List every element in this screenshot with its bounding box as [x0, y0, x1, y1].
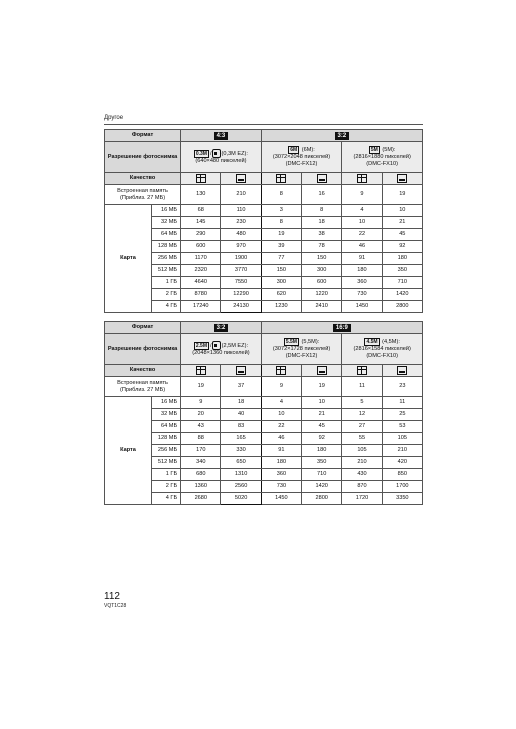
card-size: 256 МБ: [152, 253, 181, 265]
capacity-cell: 1700: [382, 481, 422, 493]
standard-quality-icon: [317, 174, 327, 183]
capacity-cell: 39: [261, 241, 301, 253]
resolution-pixels: (3072×2048 пикселей): [272, 154, 331, 161]
ratio-badge: 16:9: [333, 324, 351, 332]
card-size: 512 МБ: [152, 265, 181, 277]
ratio-badge: 3:2: [214, 324, 229, 332]
capacity-cell: 230: [221, 217, 261, 229]
card-size: 1 ГБ: [152, 469, 181, 481]
resolution-cell: [261, 334, 342, 365]
page-number: 112: [104, 591, 120, 602]
capacity-cell: 970: [221, 241, 261, 253]
capacity-cell: 24130: [221, 301, 261, 313]
quality-cell: [342, 365, 382, 377]
capacity-cell: 1310: [221, 469, 261, 481]
capacity-cell: 12290: [221, 289, 261, 301]
standard-quality-icon: [397, 174, 407, 183]
capacity-cell: 2560: [221, 481, 261, 493]
ratio-badge: 4:3: [214, 132, 229, 140]
table-row: [105, 421, 423, 433]
internal-memory-approx: (Приблиз. 27 МБ): [120, 194, 166, 201]
capacity-cell: 870: [342, 481, 382, 493]
internal-memory-title: Встроенная память: [117, 379, 168, 386]
capacity-cell: 650: [221, 457, 261, 469]
capacity-cell: 180: [382, 253, 422, 265]
card-size: 32 МБ: [152, 409, 181, 421]
capacity-cell: 23: [382, 377, 422, 397]
card-size: 16 МБ: [152, 205, 181, 217]
quality-cell: [342, 173, 382, 185]
capacity-cell: 130: [181, 185, 221, 205]
card-size: 64 МБ: [152, 421, 181, 433]
internal-memory-approx: (Приблиз. 27 МБ): [120, 386, 166, 393]
capacity-cell: 1360: [181, 481, 221, 493]
card-size: 2 ГБ: [152, 289, 181, 301]
table-row: [105, 469, 423, 481]
capacity-cell: 180: [342, 265, 382, 277]
internal-memory-row: [105, 185, 423, 205]
capacity-cell: 710: [382, 277, 422, 289]
capacity-cell: 150: [261, 265, 301, 277]
capacity-cell: 21: [302, 409, 342, 421]
capacity-cell: 730: [342, 289, 382, 301]
capacity-cell: 300: [261, 277, 301, 289]
table-row: [105, 493, 423, 505]
capacity-cell: 165: [221, 433, 261, 445]
capacity-cell: 38: [302, 229, 342, 241]
capacity-cell: 22: [261, 421, 301, 433]
table-row: [105, 433, 423, 445]
table-row: [105, 457, 423, 469]
capacity-cell: 17240: [181, 301, 221, 313]
quality-row: [105, 173, 423, 185]
capacity-cell: 19: [181, 377, 221, 397]
table-row: [105, 409, 423, 421]
capacity-cell: 91: [261, 445, 301, 457]
model-label: (DMC-FX10): [366, 353, 399, 359]
document-code: VQT1C28: [104, 603, 127, 609]
capacity-cell: 8: [261, 185, 301, 205]
capacity-cell: 150: [302, 253, 342, 265]
fine-quality-icon: [357, 174, 367, 183]
capacity-cell: 55: [342, 433, 382, 445]
capacity-cell: 105: [382, 433, 422, 445]
quality-cell: [302, 365, 342, 377]
resolution-pixels: (640×480 пикселей): [195, 158, 247, 164]
capacity-cell: 1450: [261, 493, 301, 505]
capacity-cell: 11: [342, 377, 382, 397]
capacity-cell: 5: [342, 397, 382, 409]
card-size: 4 ГБ: [152, 493, 181, 505]
standard-quality-icon: [236, 174, 246, 183]
resolution-label: Разрешение фотоснимка: [105, 142, 181, 173]
ratio-cell: [181, 322, 262, 334]
quality-cell: [302, 173, 342, 185]
resolution-text: (5,5M):: [301, 339, 320, 346]
resolution-text: (5M):: [382, 147, 396, 154]
capacity-cell: 330: [221, 445, 261, 457]
table-row: [105, 205, 423, 217]
capacity-cell: 210: [221, 185, 261, 205]
capacity-cell: 68: [181, 205, 221, 217]
resolution-cell: [342, 334, 423, 365]
capacity-cell: 21: [382, 217, 422, 229]
resolution-cell: 0.3M / (0,3M EZ): (640×480 пикселей): [181, 142, 262, 173]
quality-cell: [181, 365, 221, 377]
capacity-cell: 8780: [181, 289, 221, 301]
quality-cell: [261, 173, 301, 185]
resolution-cell: [342, 142, 423, 173]
capacity-cell: 290: [181, 229, 221, 241]
capacity-cell: 3350: [382, 493, 422, 505]
capacity-cell: 730: [261, 481, 301, 493]
capacity-cell: 360: [342, 277, 382, 289]
capacity-cell: 8: [261, 217, 301, 229]
quality-cell: [221, 173, 261, 185]
card-rows: [105, 205, 423, 313]
capacity-cell: 22: [342, 229, 382, 241]
capacity-cell: 18: [221, 397, 261, 409]
card-size: 512 МБ: [152, 457, 181, 469]
capacity-cell: 3770: [221, 265, 261, 277]
standard-quality-icon: [397, 366, 407, 375]
capacity-cell: 170: [181, 445, 221, 457]
capacity-cell: 10: [261, 409, 301, 421]
internal-memory-label: [105, 185, 181, 205]
capacity-cell: 145: [181, 217, 221, 229]
card-size: 256 МБ: [152, 445, 181, 457]
resolution-cell: 2.5M / (2,5M EZ): (2048×1360 пикселей): [181, 334, 262, 365]
standard-quality-icon: [317, 366, 327, 375]
card-size: 32 МБ: [152, 217, 181, 229]
table-row: [105, 445, 423, 457]
capacity-cell: 10: [302, 397, 342, 409]
standard-quality-icon: [236, 366, 246, 375]
capacity-cell: 92: [302, 433, 342, 445]
model-label: (DMC-FX10): [366, 161, 398, 167]
fine-quality-icon: [196, 174, 206, 183]
capacity-cell: 10: [342, 217, 382, 229]
resolution-icon: 2.5M: [195, 342, 208, 349]
internal-memory-row: [105, 377, 423, 397]
extended-zoom-icon: [212, 341, 221, 350]
format-label: Формат: [105, 322, 181, 334]
card-rows: [105, 397, 423, 505]
card-size: 1 ГБ: [152, 277, 181, 289]
table-row: [105, 397, 423, 409]
card-label: Карта: [105, 397, 152, 505]
card-size: 2 ГБ: [152, 481, 181, 493]
table-row: [105, 301, 423, 313]
section-label: Другое: [104, 115, 124, 121]
capacity-cell: 110: [221, 205, 261, 217]
capacity-cell: 45: [302, 421, 342, 433]
capacity-cell: 1230: [261, 301, 301, 313]
format-label: Формат: [105, 130, 181, 142]
quality-row: [105, 365, 423, 377]
capacity-cell: 480: [221, 229, 261, 241]
capacity-cell: 300: [302, 265, 342, 277]
capacity-cell: 43: [181, 421, 221, 433]
capacity-cell: 620: [261, 289, 301, 301]
resolution-pixels: (2048×1360 пикселей): [192, 350, 250, 356]
resolution-row: [105, 142, 423, 173]
ratio-badge: 3:2: [335, 132, 350, 140]
capacity-cell: 210: [342, 457, 382, 469]
resolution-row: [105, 334, 423, 365]
capacity-cell: 1220: [302, 289, 342, 301]
resolution-text: (2,5M EZ):: [221, 342, 248, 349]
capacity-cell: 7550: [221, 277, 261, 289]
capacity-cell: 19: [302, 377, 342, 397]
capacity-cell: 350: [382, 265, 422, 277]
capacity-cell: 710: [302, 469, 342, 481]
capacity-cell: 600: [181, 241, 221, 253]
capacity-cell: 78: [302, 241, 342, 253]
capacity-cell: 53: [382, 421, 422, 433]
table-row: [105, 229, 423, 241]
capacity-cell: 92: [382, 241, 422, 253]
card-size: 4 ГБ: [152, 301, 181, 313]
capacity-cell: 37: [221, 377, 261, 397]
resolution-icon: 6M: [290, 147, 298, 154]
quality-label: Качество: [105, 365, 181, 377]
resolution-text: (4,5M):: [382, 339, 400, 346]
resolution-icon: 5.5M: [285, 339, 297, 346]
quality-cell: [382, 173, 422, 185]
capacity-cell: 46: [261, 433, 301, 445]
capacity-cell: 9: [181, 397, 221, 409]
resolution-text: (6M):: [301, 147, 315, 154]
capacity-cell: 105: [342, 445, 382, 457]
table-row: [105, 277, 423, 289]
model-label: (DMC-FX12): [285, 161, 318, 167]
capacity-cell: 77: [261, 253, 301, 265]
format-row: [105, 130, 423, 142]
table-row: [105, 253, 423, 265]
ratio-cell: [261, 322, 422, 334]
card-size: 128 МБ: [152, 241, 181, 253]
card-size: 64 МБ: [152, 229, 181, 241]
resolution-icon: 5M: [370, 147, 378, 154]
capacity-cell: 180: [261, 457, 301, 469]
capacity-cell: 46: [342, 241, 382, 253]
capacity-cell: 4: [342, 205, 382, 217]
capacity-cell: 11: [382, 397, 422, 409]
capacity-cell: 4640: [181, 277, 221, 289]
resolution-label: Разрешение фотоснимка: [105, 334, 181, 365]
capacity-cell: 27: [342, 421, 382, 433]
resolution-cell: [261, 142, 342, 173]
internal-memory-label: [105, 377, 181, 397]
capacity-cell: 2410: [302, 301, 342, 313]
fine-quality-icon: [276, 366, 286, 375]
resolution-text: (0,3M EZ):: [221, 150, 248, 157]
quality-cell: [382, 365, 422, 377]
resolution-pixels: (2816×1584 пикселей): [353, 346, 411, 353]
capacity-cell: 9: [342, 185, 382, 205]
quality-cell: [221, 365, 261, 377]
capacity-cell: 350: [302, 457, 342, 469]
capacity-cell: 10: [382, 205, 422, 217]
capacity-cell: 340: [181, 457, 221, 469]
resolution-icon: 0.3M: [195, 150, 207, 157]
capacity-cell: 12: [342, 409, 382, 421]
fine-quality-icon: [357, 366, 367, 375]
capacity-cell: 25: [382, 409, 422, 421]
internal-memory-title: Встроенная память: [117, 187, 168, 194]
table-row: [105, 289, 423, 301]
capacity-cell: 4: [261, 397, 301, 409]
capacity-cell: 180: [302, 445, 342, 457]
capacity-cell: 2680: [181, 493, 221, 505]
quality-label: Качество: [105, 173, 181, 185]
ratio-cell: [181, 130, 262, 142]
capacity-cell: 18: [302, 217, 342, 229]
capacity-cell: 45: [382, 229, 422, 241]
fine-quality-icon: [276, 174, 286, 183]
capacity-cell: 91: [342, 253, 382, 265]
capacity-cell: 9: [261, 377, 301, 397]
resolution-icon: 4.5M: [366, 339, 378, 346]
resolution-pixels: (2816×1880 пикселей): [353, 154, 411, 161]
card-size: 128 МБ: [152, 433, 181, 445]
capacity-cell: 3: [261, 205, 301, 217]
table-row: [105, 217, 423, 229]
capacity-cell: 430: [342, 469, 382, 481]
capacity-cell: 1450: [342, 301, 382, 313]
resolution-pixels: (3072×1728 пикселей): [272, 346, 331, 353]
capacity-cell: 83: [221, 421, 261, 433]
table-row: [105, 241, 423, 253]
capacity-cell: 2800: [302, 493, 342, 505]
capacity-cell: 19: [261, 229, 301, 241]
table-row: [105, 481, 423, 493]
capacity-cell: 1170: [181, 253, 221, 265]
capacity-cell: 1720: [342, 493, 382, 505]
table-row: [105, 265, 423, 277]
quality-cell: [181, 173, 221, 185]
capacity-cell: 1420: [302, 481, 342, 493]
capacity-cell: 850: [382, 469, 422, 481]
capacity-cell: 360: [261, 469, 301, 481]
section-divider: [104, 124, 423, 125]
capacity-cell: 88: [181, 433, 221, 445]
capacity-cell: 210: [382, 445, 422, 457]
capacity-cell: 680: [181, 469, 221, 481]
capacity-cell: 40: [221, 409, 261, 421]
capacity-cell: 19: [382, 185, 422, 205]
capacity-cell: 8: [302, 205, 342, 217]
capacity-cell: 2320: [181, 265, 221, 277]
capacity-cell: 1900: [221, 253, 261, 265]
ratio-cell: [261, 130, 422, 142]
capacity-cell: 2800: [382, 301, 422, 313]
card-size: 16 МБ: [152, 397, 181, 409]
capacity-cell: 5020: [221, 493, 261, 505]
format-row: [105, 322, 423, 334]
model-label: (DMC-FX12): [285, 353, 318, 359]
capacity-cell: 420: [382, 457, 422, 469]
capacity-cell: 1420: [382, 289, 422, 301]
fine-quality-icon: [196, 366, 206, 375]
extended-zoom-icon: [212, 149, 221, 158]
capacity-table-2: [104, 321, 423, 505]
quality-cell: [261, 365, 301, 377]
capacity-cell: 20: [181, 409, 221, 421]
capacity-cell: 600: [302, 277, 342, 289]
capacity-cell: 16: [302, 185, 342, 205]
capacity-table-1: [104, 129, 423, 313]
card-label: Карта: [105, 205, 152, 313]
